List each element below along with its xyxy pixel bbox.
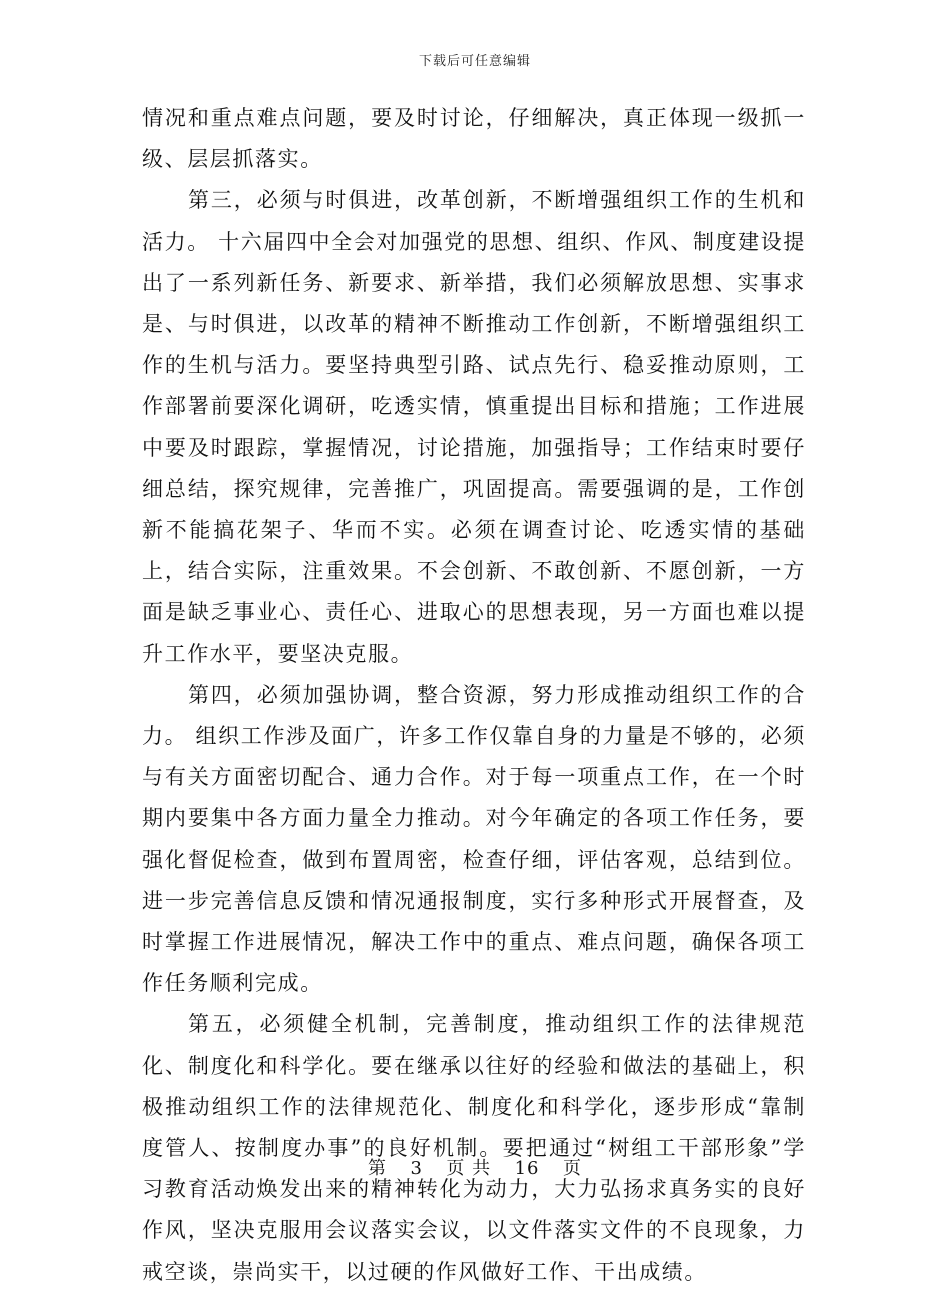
paragraph-fourth: 第四，必须加强协调，整合资源，努力形成推动组织工作的合力。 组织工作涉及面广，许多工作仅靠自身的力量是不够的，必须与有关方面密切配合、通力合作。对于每一项重点工作，在一个时期内要集中各方面力量全力推动。对今年确定的各项工作任务，要强化督促检查，做到布置周密，检查仔细，评估客观，总结到位。进一步完善信息反馈和情况通报制度，实行多种形式开展督查，及时掌握工作进展情况，解决工作中的重点、难点问题，确保各项工作任务顺利完成。 [142,682,806,996]
page-header: 下载后可任意编辑 [418,54,531,69]
footer-prefix: 第 [368,1158,388,1179]
footer-mid: 页 共 [446,1158,492,1179]
document-body [142,98,806,1293]
paragraph-third: 第三，必须与时俱进，改革创新，不断增强组织工作的生机和活力。 十六届四中全会对加强党的思想、组织、作风、制度建设提出了一系列新任务、新要求、新举措，我们必须解放思想、实事求是、与时俱进，以改革的精神不断推动工作创新，不断增强组织工作的生机与活力。要坚持典型引路、试点先行、稳妥推动原则，工作部署前要深化调研，吃透实情，慎重提出目标和措施；工作进展中要及时跟踪，掌握情况，讨论措施，加强指导；工作结束时要仔细总结，探究规律，完善推广，巩固提高。需要强调的是，工作创新不能搞花架子、华而不实。必须在调查讨论、吃透实情的基础上，结合实际，注重效果。不会创新、不敢创新、不愿创新，一方面是缺乏事业心、责任心、进取心的思想表现，另一方面也难以提升工作水平，要坚决克服。 [142,188,806,666]
footer-suffix: 页 [562,1158,582,1179]
page-footer [0,1154,950,1180]
paragraph-fifth: 第五，必须健全机制，完善制度，推动组织工作的法律规范化、制度化和科学化。要在继承以往好的经验和做法的基础上，积极推动组织工作的法律规范化、制度化和科学化，逐步形成“靠制度管人、按制度办事”的良好机制。要把通过“树组工干部形象”学习教育活动焕发出来的精神转化为动力，大力弘扬求真务实的良好作风，坚决克服用会议落实会议，以文件落实文件的不良现象，力戒空谈，崇尚实干，以过硬的作风做好工作、干出成绩。 [142,1012,806,1284]
footer-total-pages: 16 [514,1158,540,1179]
paragraph-continuation: 情况和重点难点问题，要及时讨论，仔细解决，真正体现一级抓一级、层层抓落实。 [142,106,806,172]
footer-page-number: 3 [410,1158,423,1179]
